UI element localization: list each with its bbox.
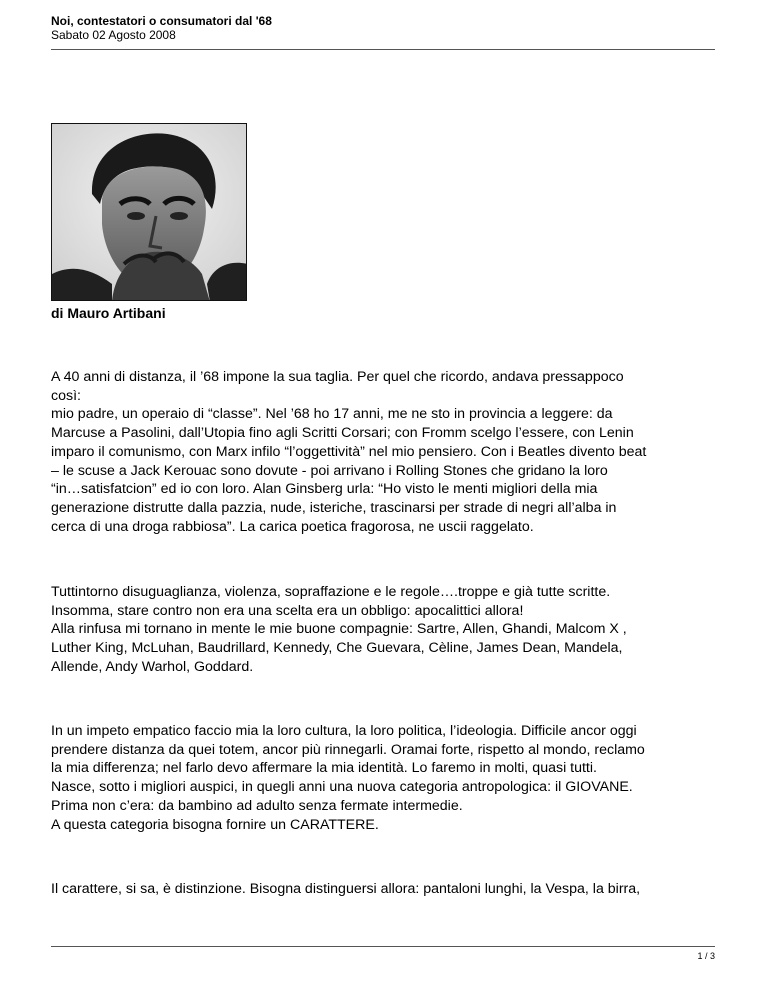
text-line: imparo il comunismo, con Marx infilo “l’oggettività” nel mio pensiero. Con i Beatles divento beat xyxy=(51,443,647,460)
text-line: Insomma, stare contro non era una scelta era un obbligo: apocalittici allora! xyxy=(51,602,524,619)
text-line: A 40 anni di distanza, il ’68 impone la sua taglia. Per quel che ricordo, andava pressappoco xyxy=(51,369,624,385)
text-line: Nasce, sotto i migliori auspici, in quegli anni una nuova categoria antropologica: il GIOVANE. xyxy=(51,779,633,796)
article-paragraph xyxy=(51,583,721,677)
article-paragraph xyxy=(51,368,721,536)
text-line: Tuttintorno disuguaglianza, violenza, sopraffazione e le regole….troppe e già tutte scritte. xyxy=(51,584,611,600)
header-divider xyxy=(51,49,715,50)
text-line: generazione distrutte dalla pazzia, nude, isteriche, trascinarsi per strade di negri all’alba in xyxy=(51,499,617,516)
text-line: Allende, Andy Warhol, Goddard. xyxy=(51,658,254,675)
portrait-photo-icon xyxy=(52,124,247,301)
text-line: Luther King, McLuhan, Baudrillard, Kennedy, Che Guevara, Cèline, James Dean, Mandela, xyxy=(51,640,623,657)
text-line: “in…satisfatcion” ed io con loro. Alan Ginsberg urla: “Ho visto le menti migliori della mia xyxy=(51,481,598,498)
footer-divider xyxy=(51,946,715,947)
author-byline: di Mauro Artibani xyxy=(51,305,166,321)
text-line: In un impeto empatico faccio mia la loro cultura, la loro politica, l’ideologia. Difficile ancor oggi xyxy=(51,723,637,739)
text-line: Prima non c’era: da bambino ad adulto senza fermate intermedie. xyxy=(51,797,463,814)
document-date: Sabato 02 Agosto 2008 xyxy=(51,28,176,42)
article-paragraph xyxy=(51,722,721,834)
text-line: la mia differenza; nel farlo devo affermare la mia identità. Lo faremo in molti, quasi tutti. xyxy=(51,760,597,777)
page-number: 1 / 3 xyxy=(697,951,715,961)
document-title: Noi, contestatori o consumatori dal '68 xyxy=(51,14,272,28)
text-line: Marcuse a Pasolini, dall’Utopia fino agli Scritti Corsari; con Fromm scelgo l’essere, con Lenin xyxy=(51,425,634,442)
text-line: A questa categoria bisogna fornire un CARATTERE. xyxy=(51,816,379,833)
text-line: mio padre, un operaio di “classe”. Nel ’68 ho 17 anni, me ne sto in provincia a leggere: da xyxy=(51,406,613,423)
text-line: prendere distanza da quei totem, ancor più rinnegarli. Oramai forte, rispetto al mondo, reclamo xyxy=(51,741,645,758)
page-header xyxy=(51,14,715,43)
text-line: Alla rinfusa mi tornano in mente le mie buone compagnie: Sartre, Allen, Ghandi, Malcom X , xyxy=(51,621,627,638)
author-portrait-photo xyxy=(51,123,247,301)
text-line: – le scuse a Jack Kerouac sono dovute - poi arrivano i Rolling Stones che gridano la loro xyxy=(51,462,608,479)
article-paragraph xyxy=(51,880,721,899)
text-line: cerca di una droga rabbiosa”. La carica poetica fragorosa, ne uscii raggelato. xyxy=(51,518,534,535)
text-line: Il carattere, si sa, è distinzione. Bisogna distinguersi allora: pantaloni lunghi, la Vespa, la birra, xyxy=(51,881,641,897)
text-line: così: xyxy=(51,387,81,404)
